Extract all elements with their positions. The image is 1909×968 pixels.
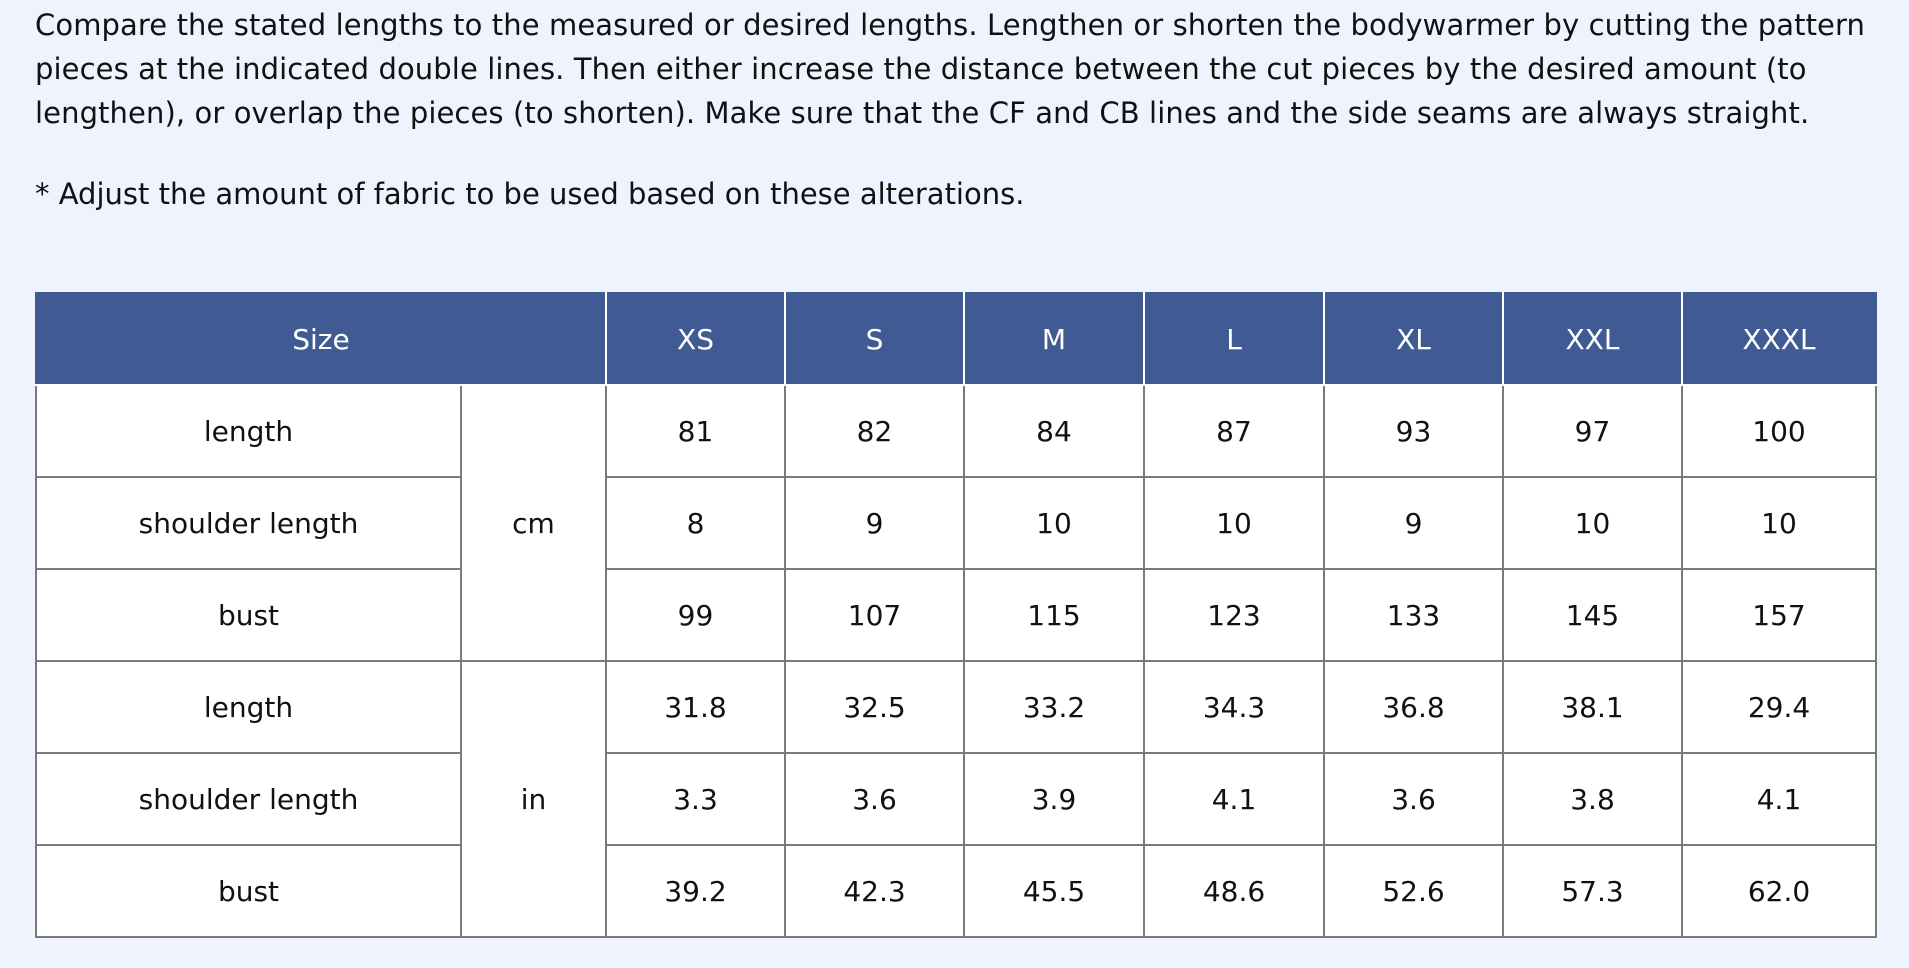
value-cell: 81 [606, 385, 785, 477]
value-cell: 62.0 [1682, 845, 1876, 937]
size-column-header: S [785, 293, 964, 385]
measurement-label: shoulder length [36, 477, 461, 569]
value-cell: 10 [1144, 477, 1324, 569]
value-cell: 10 [964, 477, 1144, 569]
unit-cell: cm [461, 385, 606, 661]
intro-paragraph: Compare the stated lengths to the measured or desired lengths. Lengthen or shorten the bodywarmer by cutting the pattern pieces at the indicated double lines. Then either increase the distance between the cut pieces by the desired amount (to lengthen), or overlap the pieces (to shorten). Make sure that the CF and CB lines and the side seams are always straight. [35, 8, 1865, 130]
value-cell: 10 [1503, 477, 1682, 569]
value-cell: 3.6 [785, 753, 964, 845]
value-cell: 45.5 [964, 845, 1144, 937]
value-cell: 8 [606, 477, 785, 569]
size-header: Size [36, 293, 606, 385]
value-cell: 123 [1144, 569, 1324, 661]
header-row [36, 293, 1876, 385]
value-cell: 29.4 [1682, 661, 1876, 753]
value-cell: 107 [785, 569, 964, 661]
table-row [36, 477, 1876, 569]
value-cell: 52.6 [1324, 845, 1503, 937]
value-cell: 4.1 [1144, 753, 1324, 845]
measurement-label: length [36, 385, 461, 477]
table-row [36, 661, 1876, 753]
value-cell: 97 [1503, 385, 1682, 477]
size-column-header: XL [1324, 293, 1503, 385]
table-row [36, 753, 1876, 845]
measurement-label: bust [36, 845, 461, 937]
size-column-header: L [1144, 293, 1324, 385]
value-cell: 3.8 [1503, 753, 1682, 845]
measurement-label: bust [36, 569, 461, 661]
value-cell: 34.3 [1144, 661, 1324, 753]
value-cell: 57.3 [1503, 845, 1682, 937]
value-cell: 157 [1682, 569, 1876, 661]
value-cell: 3.9 [964, 753, 1144, 845]
value-cell: 3.6 [1324, 753, 1503, 845]
size-column-header: XXXL [1682, 293, 1876, 385]
size-column-header: XXL [1503, 293, 1682, 385]
instructions [35, 0, 1875, 216]
value-cell: 9 [785, 477, 964, 569]
value-cell: 87 [1144, 385, 1324, 477]
value-cell: 93 [1324, 385, 1503, 477]
size-chart-table [35, 292, 1877, 938]
value-cell: 36.8 [1324, 661, 1503, 753]
value-cell: 31.8 [606, 661, 785, 753]
measurement-label: shoulder length [36, 753, 461, 845]
size-column-header: M [964, 293, 1144, 385]
table-row [36, 569, 1876, 661]
table-row [36, 845, 1876, 937]
value-cell: 84 [964, 385, 1144, 477]
unit-cell: in [461, 661, 606, 937]
value-cell: 39.2 [606, 845, 785, 937]
value-cell: 33.2 [964, 661, 1144, 753]
value-cell: 100 [1682, 385, 1876, 477]
value-cell: 145 [1503, 569, 1682, 661]
value-cell: 38.1 [1503, 661, 1682, 753]
value-cell: 10 [1682, 477, 1876, 569]
value-cell: 99 [606, 569, 785, 661]
size-column-header: XS [606, 293, 785, 385]
value-cell: 133 [1324, 569, 1503, 661]
measurement-label: length [36, 661, 461, 753]
value-cell: 3.3 [606, 753, 785, 845]
value-cell: 82 [785, 385, 964, 477]
value-cell: 4.1 [1682, 753, 1876, 845]
fabric-note: * Adjust the amount of fabric to be used based on these alterations. [35, 177, 1025, 211]
value-cell: 42.3 [785, 845, 964, 937]
value-cell: 32.5 [785, 661, 964, 753]
table-row [36, 385, 1876, 477]
value-cell: 115 [964, 569, 1144, 661]
value-cell: 9 [1324, 477, 1503, 569]
value-cell: 48.6 [1144, 845, 1324, 937]
